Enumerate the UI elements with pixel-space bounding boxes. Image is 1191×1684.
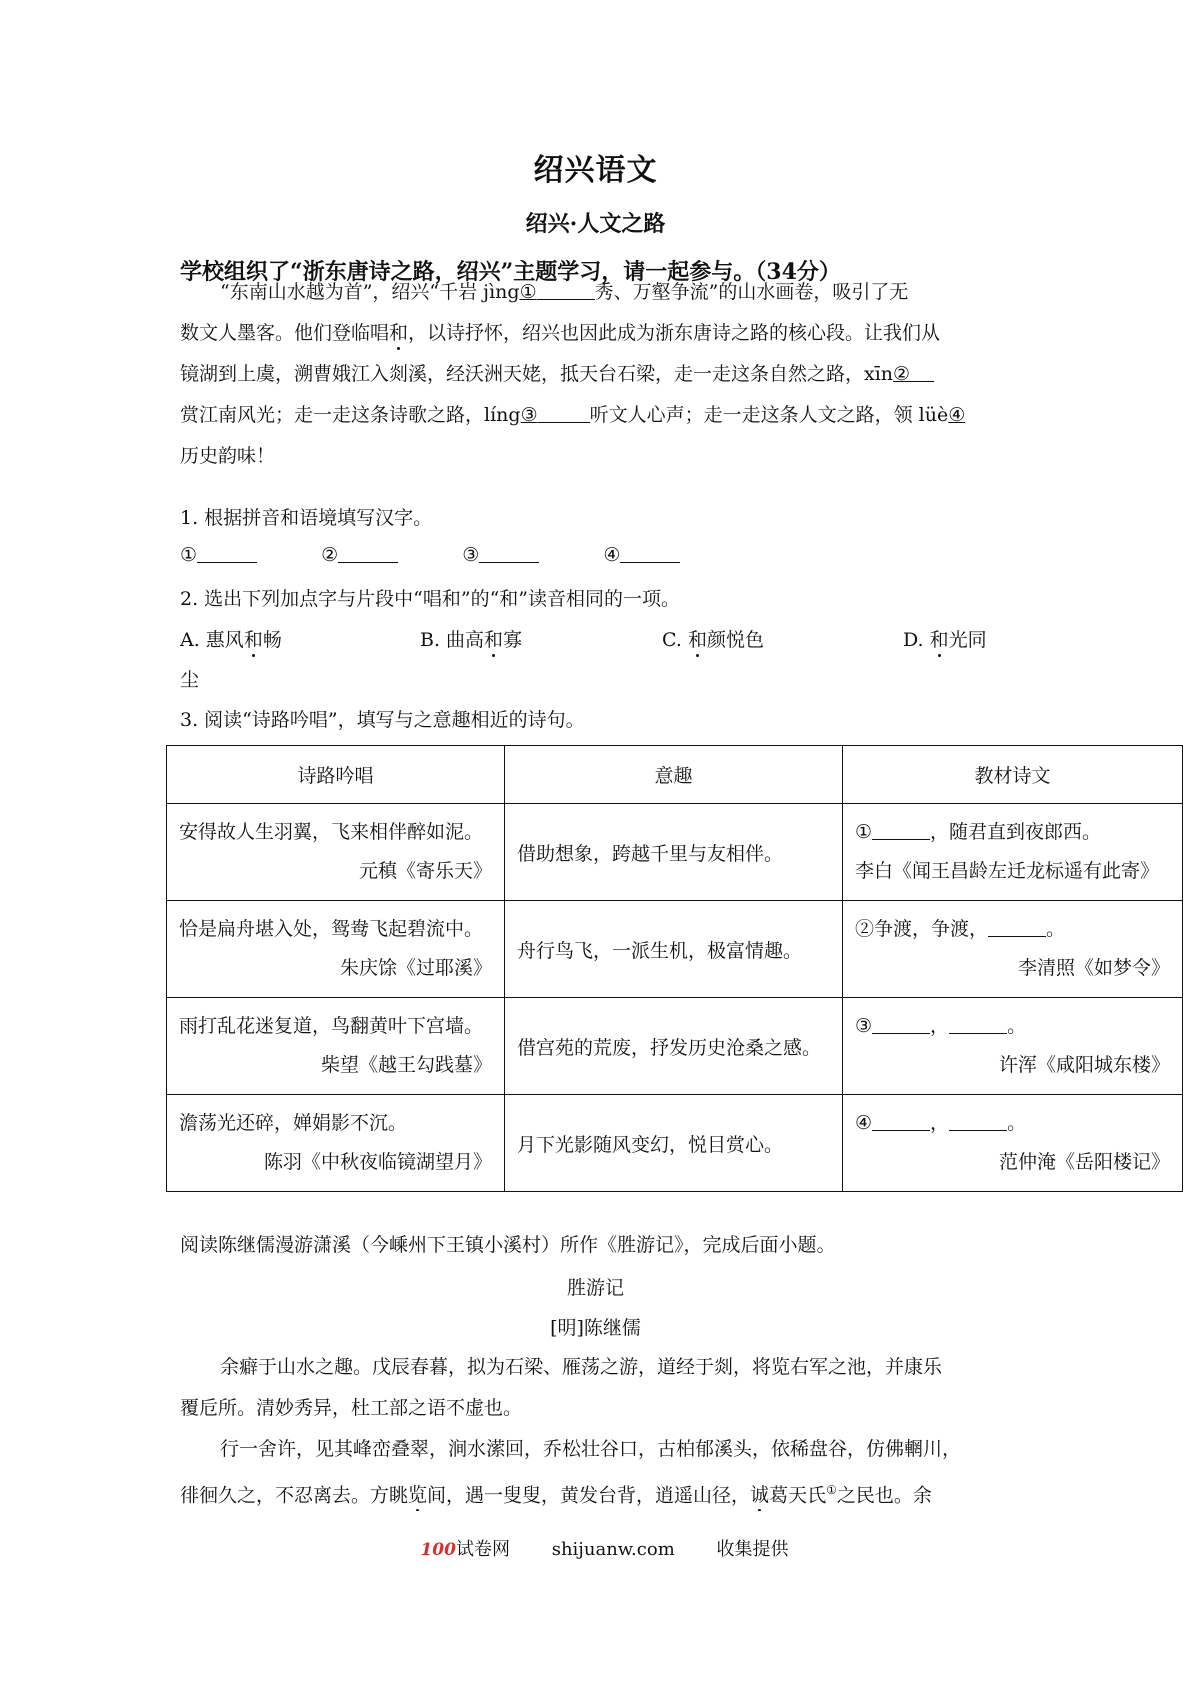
answer-blank-2[interactable] <box>338 561 398 563</box>
question-2: 2. 选出下列加点字与片段中“唱和”的“和”读音相同的一项。 <box>180 588 681 610</box>
answer-blank-4[interactable] <box>620 561 680 563</box>
table-blank-1[interactable] <box>872 838 930 840</box>
site-logo <box>402 1535 510 1561</box>
section-subtitle: 绍兴·人文之路 <box>525 211 666 237</box>
option-d[interactable]: D. 和光同 <box>903 629 987 651</box>
table-blank-4b[interactable] <box>949 1129 1007 1131</box>
table-row <box>167 1095 1183 1192</box>
blank-2-marker: ② <box>893 363 911 385</box>
reading-intro: 阅读陈继儒漫游潇溪（今嵊州下王镇小溪村）所作《胜游记》，完成后面小题。 <box>180 1234 836 1256</box>
option-d-wrap: 尘 <box>180 669 200 691</box>
answer-blank-1[interactable] <box>197 561 257 563</box>
text-cell: ②争渡，争渡， 。 李清照《如梦令》 <box>843 901 1183 998</box>
table-header: 诗路吟唱 <box>167 746 505 804</box>
logo-text: 试卷网 <box>455 1539 510 1560</box>
table-blank-3b[interactable] <box>949 1032 1007 1034</box>
poem-cell: 安得故人生羽翼，飞来相伴醉如泥。 元稹《寄乐天》 <box>167 804 505 901</box>
section-heading: 学校组织了“浙东唐诗之路，绍兴”主题学习，请一起参与。（34分） <box>180 259 841 285</box>
passage-line-1: “东南山水越为首”，绍兴“千岩 jìng① 秀、万壑争流”的山水画卷，吸引了无 <box>220 281 909 303</box>
table-row <box>167 998 1183 1095</box>
blank-4-marker: ④ <box>948 404 966 426</box>
text-cell: ① ，随君直到夜郎西。 李白《闻王昌龄左迁龙标遥有此寄》 <box>843 804 1183 901</box>
option-c[interactable]: C. 和颜悦色 <box>662 629 764 651</box>
table-header: 教材诗文 <box>843 746 1183 804</box>
passage-line-5: 历史韵味！ <box>180 445 276 467</box>
poem-cell: 澹荡光还碎，婵娟影不沉。 陈羽《中秋夜临镜湖望月》 <box>167 1095 505 1192</box>
page-footer <box>0 1535 1191 1561</box>
option-a[interactable]: A. 惠风和畅 <box>180 629 282 651</box>
blank-2 <box>910 380 934 382</box>
intro-passage <box>180 272 1010 477</box>
meaning-cell: 借宫苑的荒废，抒发历史沧桑之感。 <box>505 998 843 1095</box>
poem-table <box>166 745 1183 1192</box>
table-row <box>167 901 1183 998</box>
passage-line-2: 数文人墨客。他们登临唱和，以诗抒怀，绍兴也因此成为浙东唐诗之路的核心段。让我们从 <box>180 322 941 344</box>
reading-passage <box>180 1347 1010 1511</box>
footnote-marker: ① <box>826 1483 837 1497</box>
table-blank-2[interactable] <box>988 935 1046 937</box>
logo-number: 100 <box>420 1540 456 1560</box>
reading-author: [明]陈继儒 <box>550 1317 641 1339</box>
table-blank-4a[interactable] <box>872 1129 930 1131</box>
question-1-blanks: ① ② ③ ④ <box>180 544 680 566</box>
question-3: 3. 阅读“诗路吟唱”，填写与之意趣相近的诗句。 <box>180 709 585 731</box>
poem-cell: 雨打乱花迷复道，鸟翻黄叶下宫墙。 柴望《越王勾践墓》 <box>167 998 505 1095</box>
reading-title: 胜游记 <box>566 1277 624 1299</box>
text-cell: ③ ， 。 许浑《咸阳城东楼》 <box>843 998 1183 1095</box>
table-blank-3a[interactable] <box>872 1032 930 1034</box>
reading-line-4: 徘徊久之，不忍离去。方眺览间，遇一叟叟，黄发台背，逍遥山径，诚葛天氏①之民也。余 <box>180 1483 932 1507</box>
site-url: shijuanw.com <box>551 1539 675 1560</box>
table-header-row <box>167 746 1183 804</box>
answer-blank-3[interactable] <box>479 561 539 563</box>
meaning-cell: 借助想象，跨越千里与友相伴。 <box>505 804 843 901</box>
blank-1-marker: ① <box>519 281 537 303</box>
reading-line-1: 余癖于山水之趣。戊辰春暮，拟为石梁、雁荡之游，道经于剡，将览右军之池，并康乐 <box>220 1356 943 1378</box>
passage-line-4: 赏江南风光；走一走这条诗歌之路，líng③ 听文人心声；走一走这条人文之路，领 lüè④ <box>180 404 966 426</box>
meaning-cell: 月下光影随风变幻，悦目赏心。 <box>505 1095 843 1192</box>
dotted-char-he: 和 <box>389 322 409 344</box>
poem-cell: 恰是扁舟堪入处，鸳鸯飞起碧流中。 朱庆馀《过耶溪》 <box>167 901 505 998</box>
option-b[interactable]: B. 曲高和寡 <box>420 629 523 651</box>
reading-line-3: 行一舍许，见其峰峦叠翠，涧水潆回，乔松壮谷口，古柏郁溪头，依稀盘谷，仿佛輞川， <box>220 1438 962 1460</box>
blank-3-marker: ③ <box>520 404 538 426</box>
reading-line-2: 覆卮所。清妙秀异，杜工部之语不虚也。 <box>180 1397 523 1419</box>
passage-line-3: 镜湖到上虞，溯曹娥江入剡溪，经沃洲天姥，抵天台石梁，走一走这条自然之路，xīn② <box>180 354 1010 395</box>
table-header: 意趣 <box>505 746 843 804</box>
footer-note: 收集提供 <box>716 1539 789 1560</box>
text-cell: ④ ， 。 范仲淹《岳阳楼记》 <box>843 1095 1183 1192</box>
blank-3 <box>538 421 590 423</box>
blank-1 <box>537 298 595 300</box>
table-row <box>167 804 1183 901</box>
meaning-cell: 舟行鸟飞，一派生机，极富情趣。 <box>505 901 843 998</box>
page-title: 绍兴语文 <box>533 153 658 188</box>
question-1: 1. 根据拼音和语境填写汉字。 <box>180 507 433 529</box>
